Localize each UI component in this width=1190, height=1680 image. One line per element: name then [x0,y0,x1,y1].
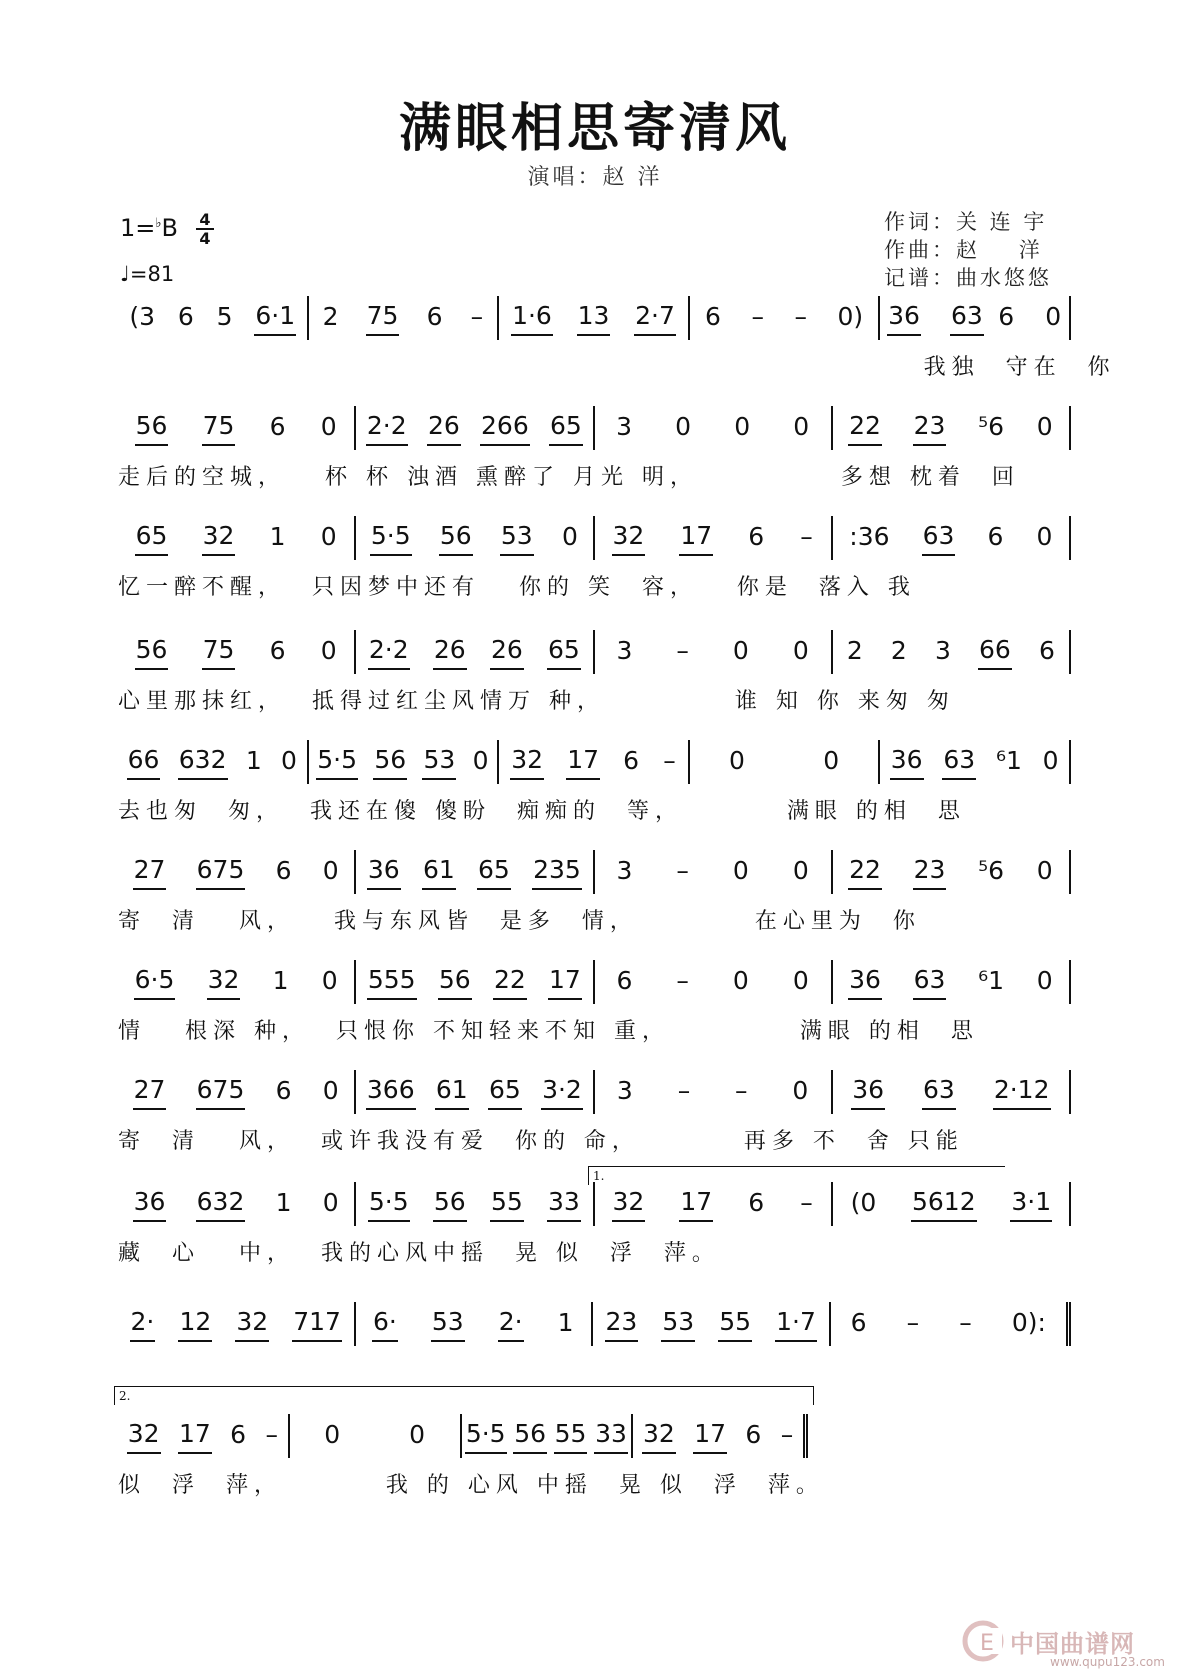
measure [595,960,833,1004]
note-group: 32 [127,1419,161,1454]
note-group: 22 [493,965,527,1000]
note-group: 0 [322,1075,339,1105]
note-group: 36 [887,301,921,336]
measure [462,1414,634,1458]
note-group: 0 [1036,411,1053,441]
note-group: – [470,301,484,331]
note-group: 0): [1011,1307,1046,1337]
note-group: 3 [616,855,633,885]
note-group: 2· [498,1307,524,1342]
note-group: 0 [321,965,338,995]
note-group: 2·2 [368,635,410,670]
measure [118,1414,290,1458]
measure [833,516,1071,560]
lyric-line: 走后的空城， 杯 杯 浊酒 熏醉了 月光 明， 多想 枕着 回 [118,465,1020,490]
measure [690,296,881,340]
measure [118,406,356,450]
note-group: 6 [269,635,286,665]
measure [118,630,356,674]
note-group: 2·7 [634,301,676,336]
score-row [118,296,1116,386]
key-signature: 1=♭B [120,214,178,242]
notation-line [118,740,1071,784]
measure [309,740,500,784]
note-group: 56 [135,635,169,670]
note-group: 0 [409,1419,426,1449]
note-group: 0 [732,855,749,885]
lyric-line: 情 根深 种， 只恨你 不知轻来不知 重， 满眼 的相 思 [118,1019,979,1044]
note-group: 65 [135,521,169,556]
note-group: 32 [642,1419,676,1454]
note-group: 26 [427,411,461,446]
note-group: 0 [792,855,809,885]
note-group: 36 [367,855,401,890]
note-group: – [906,1307,920,1337]
note-group: 65 [549,411,583,446]
volta-second-ending: 2. [114,1386,814,1405]
song-title: 满眼相思寄清风 [398,98,791,159]
measure [833,630,1071,674]
note-group: 6·5 [134,965,176,1000]
note-group: 0 [732,965,749,995]
note-group: 63 [950,301,984,336]
note-group: 717 [292,1307,342,1342]
note-group: 6 [998,301,1015,331]
note-group: 2 [890,635,907,665]
note-group: 26 [490,635,524,670]
lyric-line: 寄 清 风， 我与东风皆 是多 情， 在心里为 你 [118,909,921,934]
note-group: – [794,301,807,331]
note-group: 32 [612,521,646,556]
note-group: 5612 [911,1187,977,1222]
note-group: 1 [245,745,262,775]
note-group: 6 [275,855,292,885]
measure [118,1302,356,1346]
note-group: 6 [623,745,640,775]
composer-credit: 作曲：赵 洋 [884,238,1043,262]
note-group: 13 [577,301,611,336]
note-group: 32 [235,1307,269,1342]
note-group: 675 [196,855,246,890]
score-row [118,850,1071,940]
note-group: 75 [202,635,236,670]
quarter-note-icon: ♩ [120,262,130,286]
note-group: 2 [846,635,863,665]
measure [595,1070,833,1114]
note-group: 6 [745,1419,762,1449]
note-group: 65 [488,1075,522,1110]
site-logo-icon [962,1620,1004,1662]
note-group: 0 [792,965,809,995]
note-group [1029,316,1031,320]
score-row [118,516,1071,606]
lyric-line: 藏 心 中， 我的心风中摇 晃 似 浮 萍。 [118,1241,720,1266]
note-group: 6 [269,411,286,441]
note-group: 0 [1036,521,1053,551]
note-group: 6 [1038,635,1055,665]
note-group: 3 [934,635,951,665]
note-group: 56 [433,1187,467,1222]
volta-first-ending: 1. [588,1166,1005,1185]
note-group: 63 [922,521,956,556]
measure [290,1414,462,1458]
score-row [118,630,1071,720]
note-group: 32 [202,521,236,556]
note-group: 2·12 [993,1075,1051,1110]
note-group: 266 [480,411,530,446]
note-group: 5·5 [465,1419,507,1454]
lyric-line: 心里那抹红， 抵得过红尘风情万 种， 谁 知 你 来匆 匆 [118,689,955,714]
note-group: 22 [848,855,882,890]
note-group: :36 [849,521,890,551]
note-group: 33 [547,1187,581,1222]
lyric-line: 忆一醉不醒， 只因梦中还有 你的 笑 容， 你是 落入 我 [118,575,916,600]
lyric-line: 去也匆 匆， 我还在傻 傻盼 痴痴的 等， 满眼 的相 思 [118,799,966,824]
note-group: 3 [616,635,633,665]
score-row [118,740,1071,830]
note-group: – [735,1075,748,1105]
note-group: 675 [196,1075,246,1110]
note-group: 0 [1042,745,1059,775]
notation-line [118,516,1071,560]
note-group: 6 [426,301,443,331]
note-group: ⁶1 [995,745,1022,775]
note-group: 0 [734,411,751,441]
measure [309,296,500,340]
measure [880,296,1071,340]
measure [833,850,1071,894]
score-row [118,1302,1071,1392]
note-group: – [265,1419,278,1449]
note-group: 0 [1045,301,1062,331]
note-group: 61 [435,1075,469,1110]
note-group: ⁵6 [978,411,1005,441]
note-group: 0 [675,411,692,441]
measure [595,850,833,894]
note-group: 3 [616,1075,633,1105]
note-group: 0 [1036,965,1053,995]
measure [118,1070,356,1114]
measure [356,516,594,560]
note-group: 0 [320,635,337,665]
score-row [118,1182,1071,1272]
score-row [118,1414,824,1504]
note-group: 6 [850,1307,867,1337]
lyric-line: 似 浮 萍， 我 的 心风 中摇 晃 似 浮 萍。 [118,1473,824,1498]
note-group: 1 [275,1187,292,1217]
lyric-line [118,1356,1071,1390]
note-group: 36 [890,745,924,780]
note-group: 0 [322,1187,339,1217]
note-group: 61 [422,855,456,890]
note-group: ⁶1 [978,965,1005,995]
note-group: 3 [616,411,632,441]
note-group: – [751,301,764,331]
note-group [934,316,936,320]
measure [595,1182,833,1226]
time-signature: 4 4 [196,212,214,246]
notation-line [118,1182,1071,1226]
measure [633,1414,808,1458]
note-group: 63 [942,745,976,780]
notation-line [118,1414,808,1458]
note-group: 0 [324,1419,341,1449]
note-group: 36 [848,965,882,1000]
note-group: 1 [269,521,286,551]
measure [118,960,356,1004]
note-group: 26 [433,635,467,670]
score-row [118,1070,1071,1160]
measure [356,960,594,1004]
note-group: 6 [705,301,721,331]
measure [880,740,1071,784]
note-group: 2·2 [366,411,408,446]
notation-line [118,1070,1071,1114]
lyric-line: 我独 守在 你 [118,355,1116,380]
measure [118,516,356,560]
measure [595,406,833,450]
note-group: 0 [792,635,809,665]
note-group: 5·5 [368,1187,410,1222]
note-group: 0 [472,745,489,775]
measure [118,850,356,894]
note-group: 6 [748,1187,765,1217]
measure [499,296,690,340]
note-group: 5·5 [370,521,412,556]
score-row [118,406,1071,496]
watermark-url: www.qupu123.com [1050,1655,1165,1669]
measure [499,740,690,784]
note-group: 1·6 [511,301,553,336]
note-group: ⁵6 [978,855,1005,885]
note-group: 0 [1036,855,1053,885]
notation-line [118,1302,1071,1346]
note-group: 6 [177,301,194,331]
note-group: – [780,1419,794,1449]
measure [356,850,594,894]
note-group: 56 [513,1419,547,1454]
measure [356,630,594,674]
note-group: 33 [594,1419,628,1454]
measure [595,516,833,560]
measure [118,296,309,340]
note-group: 55 [718,1307,752,1342]
note-group: 75 [366,301,400,336]
note-group: 2 [322,301,339,331]
note-group: 32 [612,1187,646,1222]
measure [356,1070,594,1114]
note-group: 23 [913,855,947,890]
note-group: 6 [230,1419,247,1449]
note-group: 53 [431,1307,465,1342]
measure [833,960,1071,1004]
lyricist-credit: 作词：关 连 宇 [884,210,1048,234]
note-group: – [677,1075,691,1105]
score-row [118,960,1071,1050]
note-group: 27 [133,1075,167,1110]
measure [356,1302,594,1346]
note-group: 235 [532,855,582,890]
note-group: 3·2 [541,1075,583,1110]
measure [356,406,594,450]
measure [831,1302,1072,1346]
notation-line [118,630,1071,674]
note-group: 0 [732,635,749,665]
note-group: 17 [566,745,600,780]
credits-block [884,208,1052,292]
note-group: (3 [129,301,156,331]
note-group: 6 [748,521,765,551]
note-group: 55 [490,1187,524,1222]
note-group: 5 [216,301,233,331]
note-group: 65 [477,855,511,890]
note-group: 36 [133,1187,167,1222]
note-group: (0 [850,1187,877,1217]
note-group: 1·7 [775,1307,817,1342]
note-group: 63 [922,1075,956,1110]
note-group: 63 [913,965,947,1000]
note-group: 0 [322,855,339,885]
note-group: 0) [837,301,864,331]
notation-line [118,296,1071,340]
tempo-marking: ♩=81 [120,262,175,286]
notation-line [118,406,1071,450]
note-group: 366 [366,1075,416,1110]
note-group: 0 [792,1075,809,1105]
note-group: 6 [616,965,633,995]
note-group: 56 [373,745,407,780]
note-group: 6 [987,521,1004,551]
measure [690,740,881,784]
note-group: – [800,1187,813,1217]
measure [833,406,1071,450]
note-group: 22 [848,411,882,446]
note-group: 53 [500,521,534,556]
measure [118,1182,356,1226]
note-group: 6 [275,1075,292,1105]
note-group: 0 [320,521,337,551]
note-group: 0 [281,745,297,775]
note-group: 75 [202,411,236,446]
note-group: 0 [561,521,578,551]
measure [356,1182,594,1226]
note-group: – [959,1307,972,1337]
note-group: 1 [557,1307,574,1337]
note-group: 5·5 [316,745,358,780]
note-group: 55 [554,1419,588,1454]
note-group: 23 [605,1307,639,1342]
note-group: 65 [547,635,581,670]
note-group: 632 [178,745,228,780]
note-group: 53 [422,745,456,780]
note-group: 2· [130,1307,156,1342]
note-group: – [676,635,689,665]
measure [118,740,309,784]
note-group: 66 [978,635,1012,670]
note-group: 66 [127,745,161,780]
note-group: 0 [793,411,810,441]
transcriber-credit: 记谱：曲水悠悠 [884,266,1052,290]
singer-line: 演唱：赵 洋 [527,165,663,190]
measure [833,1070,1071,1114]
note-group: 32 [510,745,544,780]
note-group: 36 [851,1075,885,1110]
note-group: 17 [693,1419,727,1454]
note-group: 0 [728,745,745,775]
note-group: 0 [320,411,337,441]
note-group: – [800,521,813,551]
note-group: 56 [135,411,169,446]
note-group: 12 [178,1307,212,1342]
svg-text:E: E [980,1631,994,1656]
note-group: 1 [272,965,289,995]
lyric-line: 寄 清 风， 或许我没有爱 你的 命， 再多 不 舍 只能 [118,1129,964,1154]
measure [593,1302,831,1346]
note-group: 6·1 [254,301,296,336]
note-group: 6· [372,1307,398,1342]
note-group: 17 [548,965,582,1000]
note-group: 3·1 [1010,1187,1052,1222]
note-group: – [663,745,676,775]
note-group: 17 [178,1419,212,1454]
note-group: – [676,855,689,885]
note-group: 56 [438,965,472,1000]
note-group: 0 [823,745,840,775]
note-group: – [676,965,689,995]
note-group: 53 [661,1307,695,1342]
note-group: 17 [679,1187,713,1222]
note-group: 632 [196,1187,246,1222]
notation-line [118,960,1071,1004]
note-group: 56 [439,521,473,556]
measure [833,1182,1071,1226]
note-group: 32 [207,965,241,1000]
note-group: 23 [913,411,947,446]
watermark: 中国曲谱网 [1010,1629,1135,1658]
measure [595,630,833,674]
note-group: 17 [679,521,713,556]
note-group: 555 [367,965,417,1000]
notation-line [118,850,1071,894]
note-group: 27 [133,855,167,890]
